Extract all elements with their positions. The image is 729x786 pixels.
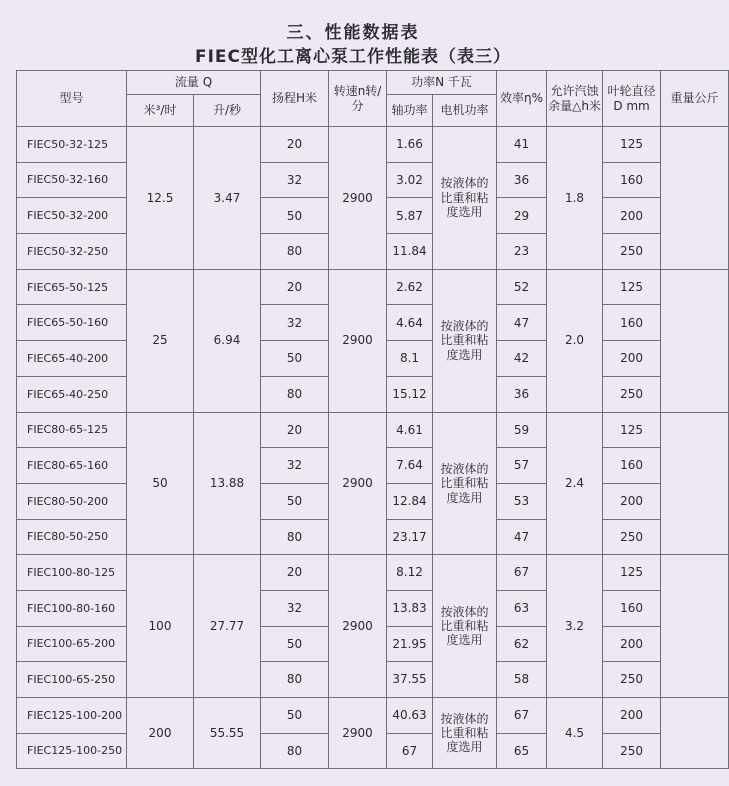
head-cell: 20: [261, 127, 329, 163]
model-cell: FIEC100-65-200: [17, 626, 127, 662]
shaft-power-cell: 12.84: [387, 483, 433, 519]
shaft-power-cell: 8.12: [387, 555, 433, 591]
impeller-cell: 160: [603, 448, 661, 484]
impeller-cell: 200: [603, 198, 661, 234]
efficiency-cell: 47: [497, 519, 547, 555]
impeller-cell: 200: [603, 698, 661, 734]
impeller-cell: 250: [603, 733, 661, 769]
model-cell: FIEC100-80-160: [17, 590, 127, 626]
header-flow: 流量 Q: [127, 71, 261, 95]
speed-cell: 2900: [329, 698, 387, 769]
motor-power-note: 按液体的比重和粘度选用: [433, 555, 497, 698]
npsh-cell: 2.0: [547, 269, 603, 412]
weight-cell: [661, 269, 729, 412]
model-cell: FIEC50-32-250: [17, 234, 127, 270]
model-cell: FIEC50-32-200: [17, 198, 127, 234]
model-cell: FIEC80-50-200: [17, 483, 127, 519]
model-cell: FIEC125-100-200: [17, 698, 127, 734]
flow-ls-cell: 55.55: [194, 698, 261, 769]
shaft-power-cell: 8.1: [387, 341, 433, 377]
flow-ls-cell: 13.88: [194, 412, 261, 555]
motor-power-note: 按液体的比重和粘度选用: [433, 127, 497, 270]
impeller-cell: 250: [603, 519, 661, 555]
motor-power-note: 按液体的比重和粘度选用: [433, 412, 497, 555]
speed-cell: 2900: [329, 412, 387, 555]
header-shaft-power: 轴功率: [387, 95, 433, 127]
head-cell: 32: [261, 162, 329, 198]
efficiency-cell: 29: [497, 198, 547, 234]
table-body: [17, 127, 729, 769]
efficiency-cell: 67: [497, 698, 547, 734]
model-cell: FIEC50-32-160: [17, 162, 127, 198]
impeller-cell: 160: [603, 305, 661, 341]
impeller-cell: 125: [603, 269, 661, 305]
shaft-power-cell: 5.87: [387, 198, 433, 234]
impeller-cell: 125: [603, 127, 661, 163]
impeller-cell: 125: [603, 412, 661, 448]
table-row: [17, 555, 729, 591]
table-title: FIEC型化工离心泵工作性能表（表三）: [194, 47, 512, 67]
header-flow-ls: 升/秒: [194, 95, 261, 127]
npsh-cell: 3.2: [547, 555, 603, 698]
header-impeller: 叶轮直径D mm: [603, 71, 661, 127]
header-model: 型号: [17, 71, 127, 127]
head-cell: 50: [261, 626, 329, 662]
performance-table: [16, 70, 729, 769]
section-title: 三、性能数据表: [286, 23, 420, 43]
weight-cell: [661, 698, 729, 769]
efficiency-cell: 65: [497, 733, 547, 769]
impeller-cell: 200: [603, 341, 661, 377]
shaft-power-cell: 15.12: [387, 376, 433, 412]
impeller-cell: 200: [603, 483, 661, 519]
efficiency-cell: 58: [497, 662, 547, 698]
impeller-cell: 200: [603, 626, 661, 662]
weight-cell: [661, 127, 729, 270]
model-cell: FIEC80-50-250: [17, 519, 127, 555]
weight-cell: [661, 412, 729, 555]
shaft-power-cell: 13.83: [387, 590, 433, 626]
motor-power-note: 按液体的比重和粘度选用: [433, 269, 497, 412]
shaft-power-cell: 21.95: [387, 626, 433, 662]
head-cell: 80: [261, 733, 329, 769]
efficiency-cell: 62: [497, 626, 547, 662]
head-cell: 80: [261, 662, 329, 698]
head-cell: 20: [261, 555, 329, 591]
efficiency-cell: 36: [497, 162, 547, 198]
header-efficiency: 效率η%: [497, 71, 547, 127]
weight-cell: [661, 555, 729, 698]
table-row: [17, 412, 729, 448]
flow-m3h-cell: 12.5: [127, 127, 194, 270]
npsh-cell: 1.8: [547, 127, 603, 270]
impeller-cell: 250: [603, 376, 661, 412]
impeller-cell: 160: [603, 162, 661, 198]
impeller-cell: 160: [603, 590, 661, 626]
model-cell: FIEC80-65-160: [17, 448, 127, 484]
head-cell: 32: [261, 590, 329, 626]
header-flow-m3h: 米³/时: [127, 95, 194, 127]
motor-power-note: 按液体的比重和粘度选用: [433, 698, 497, 769]
speed-cell: 2900: [329, 269, 387, 412]
head-cell: 32: [261, 448, 329, 484]
efficiency-cell: 53: [497, 483, 547, 519]
efficiency-cell: 57: [497, 448, 547, 484]
flow-ls-cell: 27.77: [194, 555, 261, 698]
shaft-power-cell: 1.66: [387, 127, 433, 163]
shaft-power-cell: 3.02: [387, 162, 433, 198]
model-cell: FIEC65-40-200: [17, 341, 127, 377]
flow-ls-cell: 3.47: [194, 127, 261, 270]
head-cell: 50: [261, 483, 329, 519]
impeller-cell: 250: [603, 662, 661, 698]
header-speed: 转速n转/分: [329, 71, 387, 127]
shaft-power-cell: 23.17: [387, 519, 433, 555]
npsh-cell: 2.4: [547, 412, 603, 555]
efficiency-cell: 59: [497, 412, 547, 448]
shaft-power-cell: 7.64: [387, 448, 433, 484]
head-cell: 20: [261, 412, 329, 448]
impeller-cell: 250: [603, 234, 661, 270]
head-cell: 80: [261, 376, 329, 412]
model-cell: FIEC65-50-160: [17, 305, 127, 341]
impeller-cell: 125: [603, 555, 661, 591]
efficiency-cell: 41: [497, 127, 547, 163]
efficiency-cell: 23: [497, 234, 547, 270]
flow-ls-cell: 6.94: [194, 269, 261, 412]
efficiency-cell: 36: [497, 376, 547, 412]
header-head: 扬程H米: [261, 71, 329, 127]
head-cell: 80: [261, 519, 329, 555]
model-cell: FIEC100-80-125: [17, 555, 127, 591]
header-power: 功率N 千瓦: [387, 71, 497, 95]
speed-cell: 2900: [329, 555, 387, 698]
efficiency-cell: 52: [497, 269, 547, 305]
shaft-power-cell: 2.62: [387, 269, 433, 305]
flow-m3h-cell: 100: [127, 555, 194, 698]
head-cell: 50: [261, 341, 329, 377]
head-cell: 50: [261, 698, 329, 734]
head-cell: 80: [261, 234, 329, 270]
header-npsh: 允许汽蚀余量△h米: [547, 71, 603, 127]
model-cell: FIEC65-40-250: [17, 376, 127, 412]
npsh-cell: 4.5: [547, 698, 603, 769]
header-motor-power: 电机功率: [433, 95, 497, 127]
model-cell: FIEC50-32-125: [17, 127, 127, 163]
shaft-power-cell: 4.64: [387, 305, 433, 341]
efficiency-cell: 63: [497, 590, 547, 626]
head-cell: 50: [261, 198, 329, 234]
head-cell: 32: [261, 305, 329, 341]
header-weight: 重量公斤: [661, 71, 729, 127]
efficiency-cell: 47: [497, 305, 547, 341]
flow-m3h-cell: 200: [127, 698, 194, 769]
shaft-power-cell: 40.63: [387, 698, 433, 734]
efficiency-cell: 42: [497, 341, 547, 377]
flow-m3h-cell: 25: [127, 269, 194, 412]
efficiency-cell: 67: [497, 555, 547, 591]
table-row: [17, 698, 729, 734]
shaft-power-cell: 11.84: [387, 234, 433, 270]
shaft-power-cell: 67: [387, 733, 433, 769]
table-row: [17, 269, 729, 305]
model-cell: FIEC65-50-125: [17, 269, 127, 305]
flow-m3h-cell: 50: [127, 412, 194, 555]
shaft-power-cell: 37.55: [387, 662, 433, 698]
speed-cell: 2900: [329, 127, 387, 270]
model-cell: FIEC125-100-250: [17, 733, 127, 769]
table-row: [17, 127, 729, 163]
model-cell: FIEC100-65-250: [17, 662, 127, 698]
model-cell: FIEC80-65-125: [17, 412, 127, 448]
shaft-power-cell: 4.61: [387, 412, 433, 448]
head-cell: 20: [261, 269, 329, 305]
